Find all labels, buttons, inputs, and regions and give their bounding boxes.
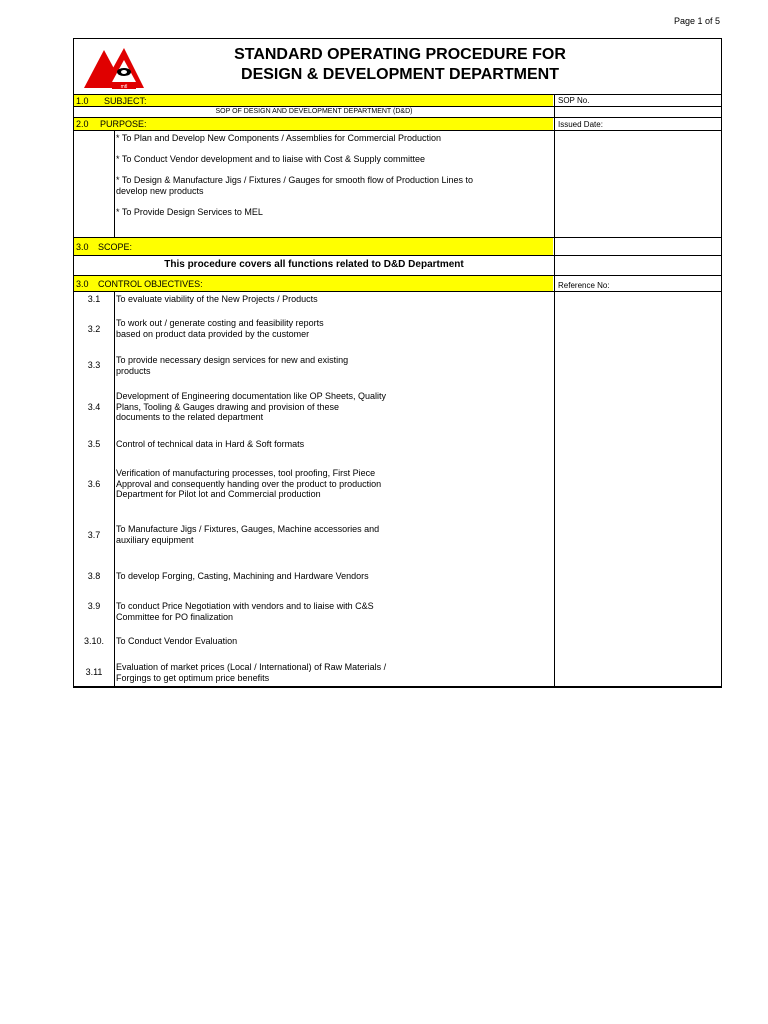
objective-text: To provide necessary design services for new and existing products: [116, 355, 349, 376]
subject-label: SUBJECT:: [104, 96, 147, 106]
page-title-line2: DESIGN & DEVELOPMENT DEPARTMENT: [241, 66, 559, 83]
scope-text: This procedure covers all functions related to D&D Department: [164, 259, 464, 270]
objective-number: 3.6: [87, 479, 101, 489]
company-logo: [82, 42, 146, 92]
purpose-item: * To Plan and Develop New Components / Assemblies for Commercial Production: [116, 133, 441, 143]
objective-text: To Manufacture Jigs / Fixtures, Gauges, Machine accessories and auxiliary equipment: [116, 524, 380, 545]
page-title-line1: STANDARD OPERATING PROCEDURE FOR: [234, 46, 566, 63]
objective-text: To conduct Price Negotiation with vendors and to liaise with C&S Committee for PO finalization: [116, 601, 374, 622]
scope-label: SCOPE:: [98, 242, 133, 252]
objective-number: 3.8: [87, 571, 101, 581]
purpose-number: 2.0: [76, 119, 89, 129]
objective-number: 3.5: [87, 439, 101, 449]
objective-text: To work out / generate costing and feasibility reports based on product data provided by the customer: [116, 318, 324, 339]
purpose-item: * To Conduct Vendor development and to liaise with Cost & Supply committee: [116, 154, 426, 164]
sop-no-label: SOP No.: [558, 96, 590, 105]
objective-text: Evaluation of market prices (Local / International) of Raw Materials / Forgings to get optimum price benefits: [116, 662, 387, 683]
objective-number: 3.1: [87, 294, 101, 304]
purpose-label: PURPOSE:: [100, 119, 147, 129]
objective-number: 3.9: [87, 601, 101, 611]
objective-text: Control of technical data in Hard & Soft formats: [116, 439, 305, 449]
control-number: 3.0: [76, 279, 89, 289]
objective-text: To evaluate viability of the New Projects / Products: [116, 294, 318, 304]
objective-text: Verification of manufacturing processes, tool proofing, First Piece Approval and consequently handing over the product to production Department for Pilot lot and Commercial production: [116, 468, 382, 499]
issued-date-label: Issued Date:: [558, 120, 603, 129]
purpose-item: * To Design & Manufacture Jigs / Fixtures / Gauges for smooth flow of Production Lines to develop new products: [116, 175, 474, 196]
objective-text: To develop Forging, Casting, Machining and Hardware Vendors: [116, 571, 369, 581]
control-label: CONTROL OBJECTIVES:: [98, 279, 203, 289]
scope-number: 3.0: [76, 242, 89, 252]
objective-text: Development of Engineering documentation like OP Sheets, Quality Plans, Tooling & Gauges drawing and provision of these documents to the related department: [116, 391, 386, 422]
objective-number: 3.2: [87, 324, 101, 334]
objective-number: 3.11: [85, 667, 103, 677]
objective-number: 3.4: [87, 402, 101, 412]
objective-text: To Conduct Vendor Evaluation: [116, 636, 238, 646]
reference-no-label: Reference No:: [558, 281, 610, 290]
page-number: Page 1 of 5: [673, 16, 720, 26]
scope-band: [74, 238, 553, 255]
subject-number: 1.0: [76, 96, 89, 106]
objective-number: 3.10.: [83, 636, 105, 646]
purpose-item: * To Provide Design Services to MEL: [116, 207, 263, 217]
objective-number: 3.3: [87, 360, 101, 370]
objective-number: 3.7: [87, 530, 101, 540]
svg-text:mtl: mtl: [120, 84, 128, 90]
subject-value: SOP OF DESIGN AND DEVELOPMENT DEPARTMENT (D&D): [215, 108, 413, 115]
